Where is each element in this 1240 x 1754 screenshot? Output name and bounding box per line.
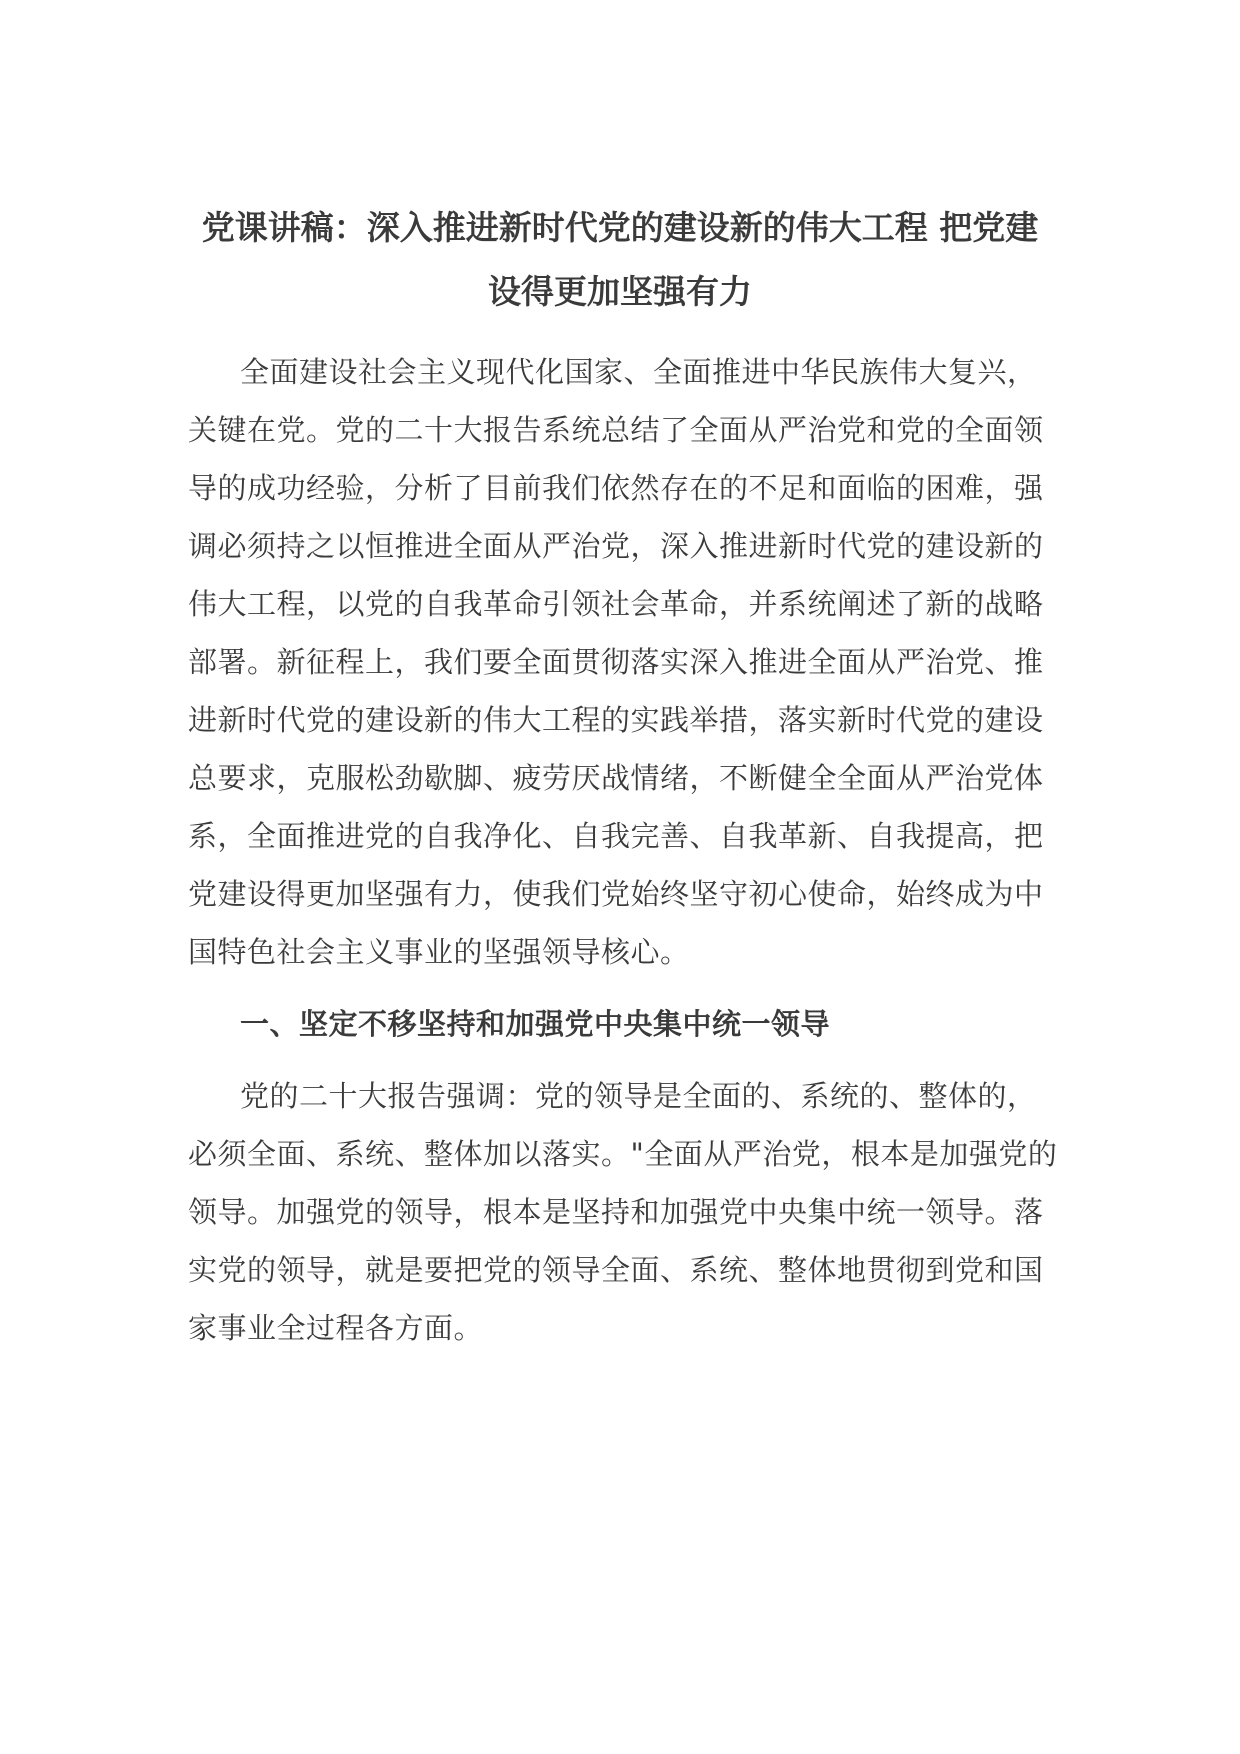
- text-line: 家事业全过程各方面。: [188, 1311, 484, 1345]
- document-title: [170, 196, 1070, 324]
- text-line: 进新时代党的建设新的伟大工程的实践举措，落实新时代党的建设: [188, 703, 1044, 737]
- text-line: 必须全面、系统、整体加以落实。"全面从严治党，根本是加强党的: [188, 1137, 1058, 1171]
- text-line: 部署。新征程上，我们要全面贯彻落实深入推进全面从严治党、推: [188, 645, 1044, 679]
- title-line-1: 党课讲稿：深入推进新时代党的建设新的伟大工程 把党建: [201, 208, 1039, 247]
- text-line: 全面建设社会主义现代化国家、全面推进中华民族伟大复兴，: [240, 355, 1037, 389]
- section-heading: 一、坚定不移坚持和加强党中央集中统一领导: [240, 1007, 831, 1041]
- title-line-2: 设得更加坚强有力: [488, 272, 752, 311]
- text-line: 总要求，克服松劲歇脚、疲劳厌战情绪，不断健全全面从严治党体: [188, 761, 1044, 795]
- text-line: 国特色社会主义事业的坚强领导核心。: [188, 935, 690, 969]
- text-line: 调必须持之以恒推进全面从严治党，深入推进新时代党的建设新的: [188, 529, 1044, 563]
- text-line: 伟大工程，以党的自我革命引领社会革命，并系统阐述了新的战略: [188, 587, 1044, 621]
- text-line: 导的成功经验，分析了目前我们依然存在的不足和面临的困难，强: [188, 471, 1044, 505]
- text-line: 实党的领导，就是要把党的领导全面、系统、整体地贯彻到党和国: [188, 1253, 1044, 1287]
- text-line: 党的二十大报告强调：党的领导是全面的、系统的、整体的，: [240, 1079, 1037, 1113]
- text-line: 系，全面推进党的自我净化、自我完善、自我革新、自我提高，把: [188, 819, 1044, 853]
- text-line: 领导。加强党的领导，根本是坚持和加强党中央集中统一领导。落: [188, 1195, 1044, 1229]
- text-line: 关键在党。党的二十大报告系统总结了全面从严治党和党的全面领: [188, 413, 1044, 447]
- text-line: 党建设得更加坚强有力，使我们党始终坚守初心使命，始终成为中: [188, 877, 1044, 911]
